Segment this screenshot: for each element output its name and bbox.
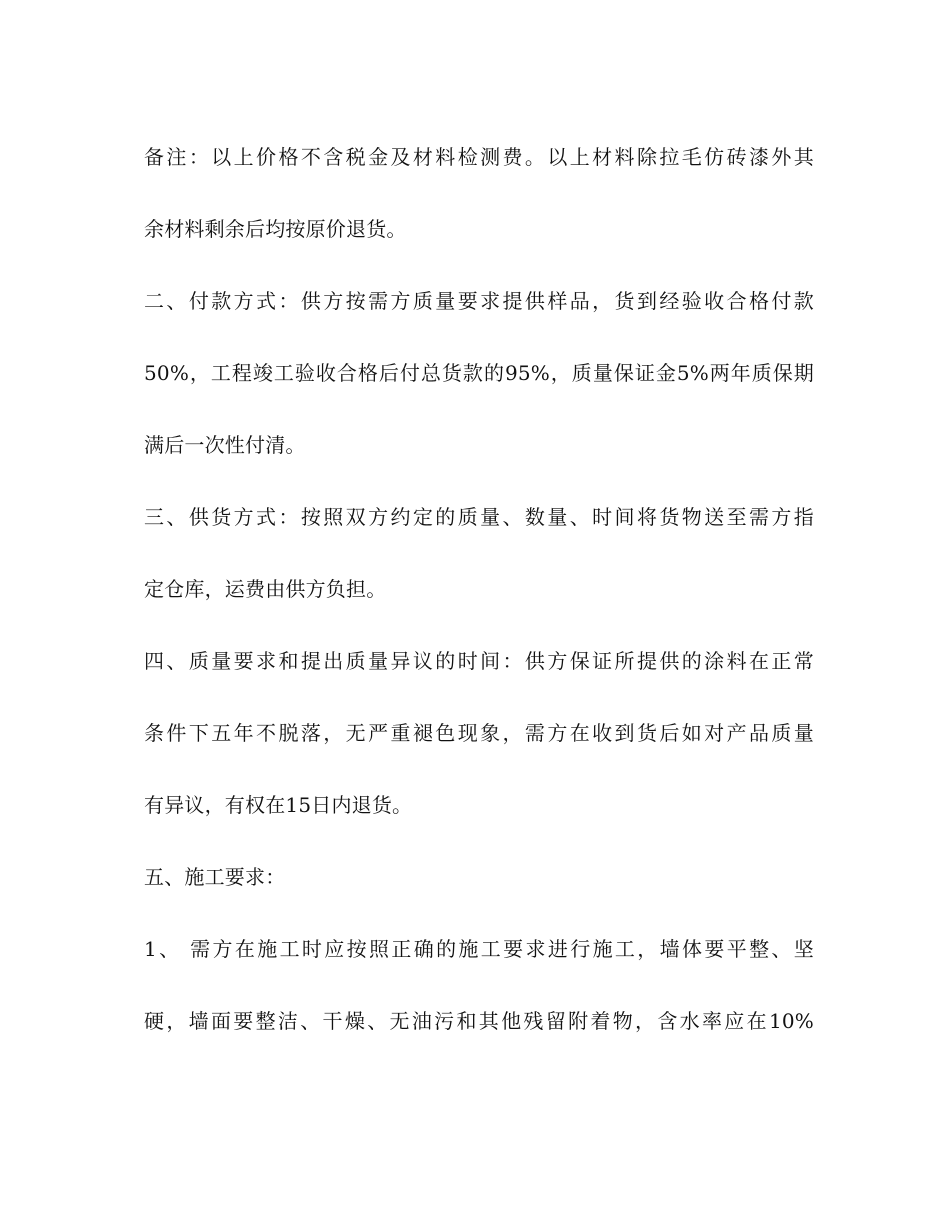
quality-line-2: 条件下五年不脱落，无严重褪色现象，需方在收到货后如对产品质量 [144, 721, 814, 745]
remark-line-2: 余材料剩余后均按原价退货。 [144, 217, 407, 241]
payment-line-1: 二、付款方式：供方按需方质量要求提供样品，货到经验收合格付款 [144, 289, 814, 313]
supply-line-1: 三、供货方式：按照双方约定的质量、数量、时间将货物送至需方指 [144, 505, 814, 529]
supply-line-2: 定仓库，运费由供方负担。 [144, 577, 387, 601]
construction-heading: 五、施工要求： [144, 865, 286, 889]
payment-line-2: 50%，工程竣工验收合格后付总货款的95%，质量保证金5%两年质保期 [144, 361, 814, 385]
quality-line-1: 四、质量要求和提出质量异议的时间：供方保证所提供的涂料在正常 [144, 649, 814, 673]
construction-item-1-line-1: 1、 需方在施工时应按照正确的施工要求进行施工，墙体要平整、坚 [144, 937, 814, 961]
quality-line-3: 有异议，有权在15日内退货。 [144, 793, 413, 817]
construction-item-1-line-2: 硬，墙面要整洁、干燥、无油污和其他残留附着物，含水率应在10% [144, 1009, 814, 1033]
remark-line-1: 备注：以上价格不含税金及材料检测费。以上材料除拉毛仿砖漆外其 [144, 145, 814, 169]
payment-line-3: 满后一次性付清。 [144, 433, 306, 457]
